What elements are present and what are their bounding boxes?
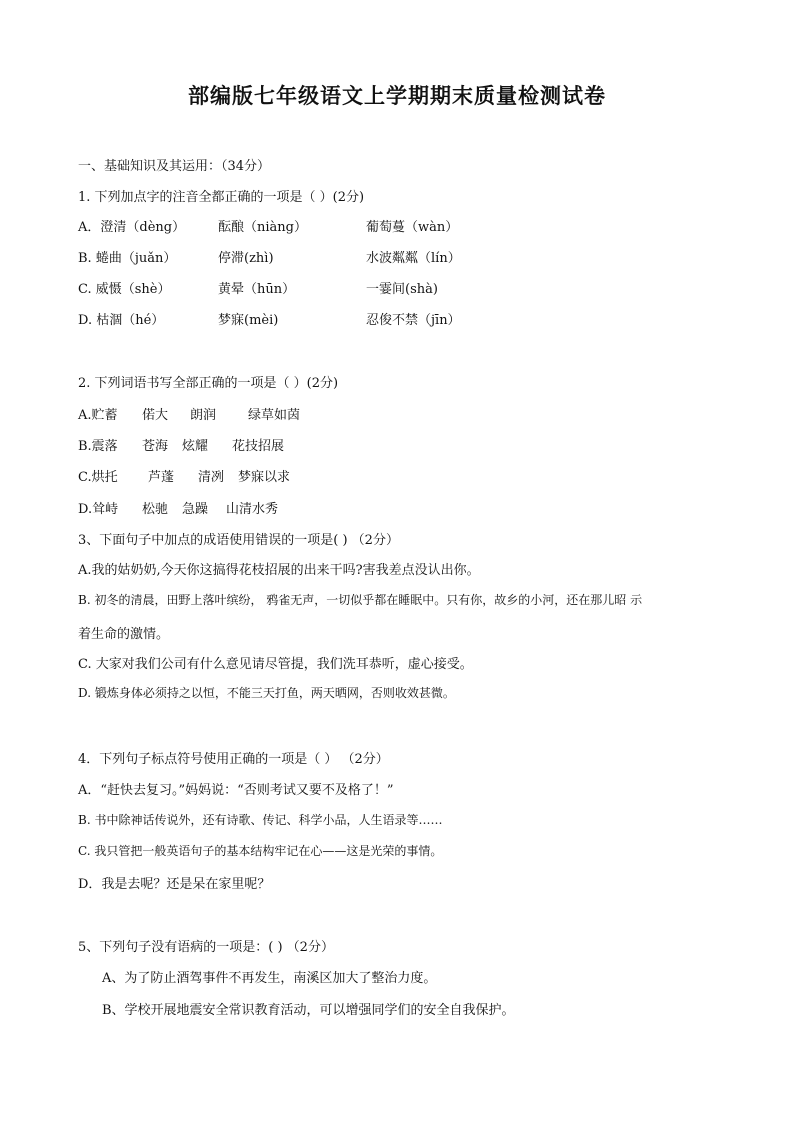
- q4-option-a: A．“赶快去复习。”妈妈说：“否则考试又要不及格了！”: [78, 783, 394, 798]
- q4-option-b: B. 书中除神话传说外，还有诗歌、传记、科学小品，人生语录等……: [78, 813, 443, 827]
- q2-c-word-2: 芦蓬: [148, 470, 175, 485]
- q2-d-word-3: 急躁: [182, 502, 209, 517]
- question-3-stem: 3、下面句子中加点的成语使用错误的一项是( ) （2分）: [78, 533, 399, 548]
- q2-a-word-3: 朗润: [190, 408, 217, 423]
- q2-d-word-2: 松驰: [142, 502, 169, 517]
- q2-b-word-3: 炫耀: [182, 439, 209, 454]
- q2-a-word-1: A.贮蓄: [78, 408, 118, 423]
- q1-option-a-2: 酝酿（niàng）: [218, 220, 307, 235]
- q4-option-c: C. 我只管把一般英语句子的基本结构牢记在心——这是光荣的事情。: [78, 844, 443, 858]
- q3-option-a: A.我的姑奶奶,今天你这搞得花枝招展的出来干吗?害我差点没认出你。: [78, 563, 480, 578]
- q2-b-word-2: 苍海: [142, 439, 169, 454]
- q1-option-d-2: 梦寐(mèi): [218, 313, 279, 328]
- q1-option-b-2: 停滞(zhì): [218, 251, 274, 266]
- q1-option-b-1: B. 蜷曲（juǎn）: [78, 251, 177, 266]
- q2-b-word-4: 花技招展: [232, 439, 285, 454]
- q5-option-b: B、学校开展地震安全常识教育活动，可以增强同学们的安全自我保护。: [102, 1003, 515, 1018]
- q1-option-c-1: C. 威慑（shè）: [78, 282, 171, 297]
- q1-option-d-1: D. 枯涸（hé）: [78, 313, 165, 328]
- q2-c-word-1: C.烘托: [78, 470, 118, 485]
- section-heading: 一、基础知识及其运用：（34分）: [78, 159, 271, 174]
- q3-option-c: C. 大家对我们公司有什么意见请尽管提，我们洗耳恭听，虚心接受。: [78, 657, 473, 672]
- page-title: 部编版七年级语文上学期期末质量检测试卷: [188, 84, 606, 108]
- q2-d-word-4: 山清水秀: [226, 502, 279, 517]
- q4-option-d: D．我是去呢？还是呆在家里呢？: [78, 877, 271, 892]
- q1-option-c-3: 一霎间(shà): [366, 282, 438, 297]
- q1-option-a-3: 葡萄蔓（wàn）: [366, 220, 459, 235]
- question-1-stem: 1. 下列加点字的注音全都正确的一项是（ ）(2分): [78, 190, 365, 205]
- q2-c-word-3: 清冽: [198, 470, 225, 485]
- question-2-stem: 2. 下列词语书写全部正确的一项是（ ）(2分): [78, 376, 339, 391]
- q2-d-word-1: D.耸峙: [78, 502, 119, 517]
- q2-a-word-4: 绿草如茵: [248, 408, 301, 423]
- question-4-stem: 4．下列句子标点符号使用正确的一项是（ ） （2分）: [78, 752, 389, 767]
- q3-option-b-line-2: 着生命的激情。: [78, 627, 170, 642]
- question-5-stem: 5、下列句子没有语病的一项是：( ) （2分）: [78, 940, 334, 955]
- q2-c-word-4: 梦寐以求: [238, 470, 291, 485]
- q5-option-a: A、为了防止酒驾事件不再发生，南溪区加大了整治力度。: [102, 971, 437, 986]
- q3-option-d: D. 锻炼身体必须持之以恒，不能三天打鱼，两天晒网，否则收效甚微。: [78, 686, 455, 700]
- q1-option-c-2: 黄晕（hūn）: [218, 282, 296, 297]
- q2-a-word-2: 偌大: [142, 408, 169, 423]
- q1-option-d-3: 忍俊不禁（jīn）: [366, 313, 461, 328]
- q3-option-b-line-1: B. 初冬的清晨，田野上落叶缤纷， 鸦雀无声，一切似乎都在睡眠中。只有你，故乡的小河，还在那儿昭 示: [78, 593, 643, 607]
- q2-b-word-1: B.震落: [78, 439, 118, 454]
- q1-option-a-1: A．澄清（dèng）: [78, 220, 186, 235]
- q1-option-b-3: 水波粼粼（lín）: [366, 251, 461, 266]
